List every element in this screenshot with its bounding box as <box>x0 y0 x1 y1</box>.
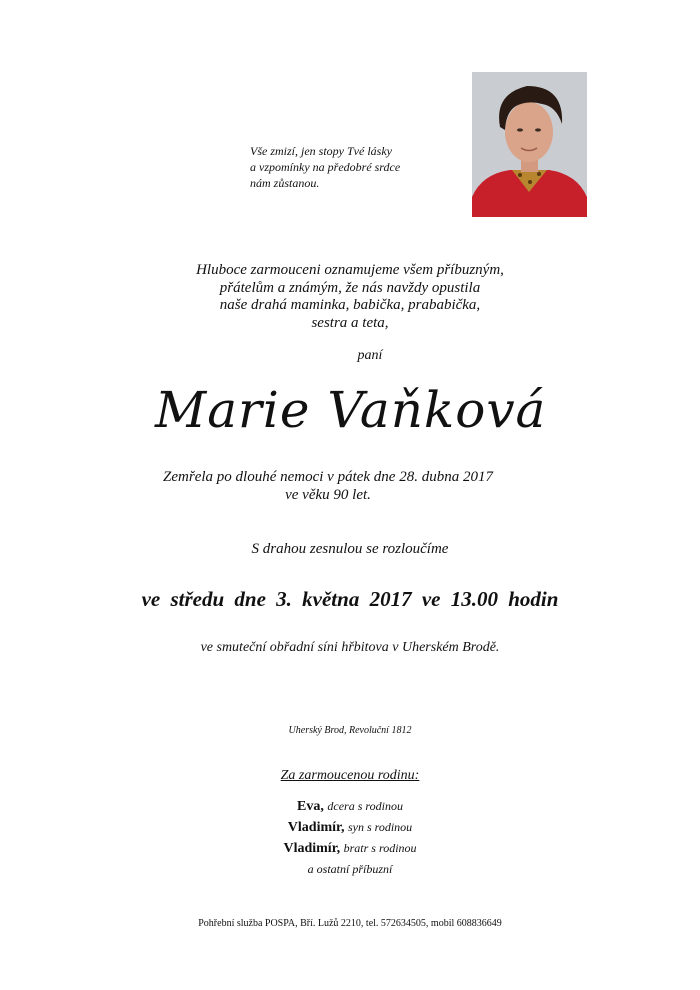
family-member-relation: a ostatní příbuzní <box>307 862 393 876</box>
portrait-photo <box>472 72 587 217</box>
family-member <box>200 859 500 880</box>
quote-line: nám zůstanou. <box>250 176 320 190</box>
announcement-line: sestra a teta, <box>311 314 389 331</box>
death-notice-line: ve věku 90 let. <box>285 486 371 503</box>
honorific: paní <box>357 348 383 363</box>
memorial-quote <box>250 143 460 191</box>
family-member-relation: syn s rodinou <box>347 820 413 834</box>
family-member-name: Vladimír, <box>283 841 341 856</box>
ceremony-place: ve smuteční obřadní síni hřbitova v Uherském Brodě. <box>200 640 500 655</box>
portrait-illustration <box>472 72 587 217</box>
announcement-line: Hluboce zarmouceni oznamujeme všem příbuzným, <box>196 262 504 278</box>
family-member-relation: bratr s rodinou <box>343 841 417 855</box>
announcement-line: přátelům a známým, že nás navždy opustila <box>219 279 481 296</box>
address: Uherský Brod, Revoluční 1812 <box>288 725 412 736</box>
ceremony-time: ve středu dne 3. května 2017 ve 13.00 hodin <box>141 587 559 611</box>
announcement-text <box>150 262 550 332</box>
family-member-relation: dcera s rodinou <box>327 799 403 813</box>
farewell-text: S drahou zesnulou se rozloučíme <box>251 541 449 557</box>
quote-line: a vzpomínky na předobré srdce <box>250 160 401 174</box>
deceased-name: Marie Vaňková <box>155 381 547 439</box>
quote-line: Vše zmizí, jen stopy Tvé lásky <box>250 144 392 158</box>
family-member <box>200 796 500 817</box>
death-notice <box>128 469 528 504</box>
family-list <box>200 796 500 880</box>
family-member-name: Vladimír, <box>287 820 345 835</box>
family-member <box>200 838 500 859</box>
family-member <box>200 817 500 838</box>
funeral-service-footer: Pohřební služba POSPA, Bří. Lužů 2210, tel. 572634505, mobil 608836649 <box>198 918 502 929</box>
announcement-line: naše drahá maminka, babička, prababička, <box>219 297 481 313</box>
death-notice-line: Zemřela po dlouhé nemoci v pátek dne 28. dubna 2017 <box>163 469 493 485</box>
family-heading: Za zarmoucenou rodinu: <box>280 768 420 783</box>
family-member-name: Eva, <box>297 799 324 814</box>
